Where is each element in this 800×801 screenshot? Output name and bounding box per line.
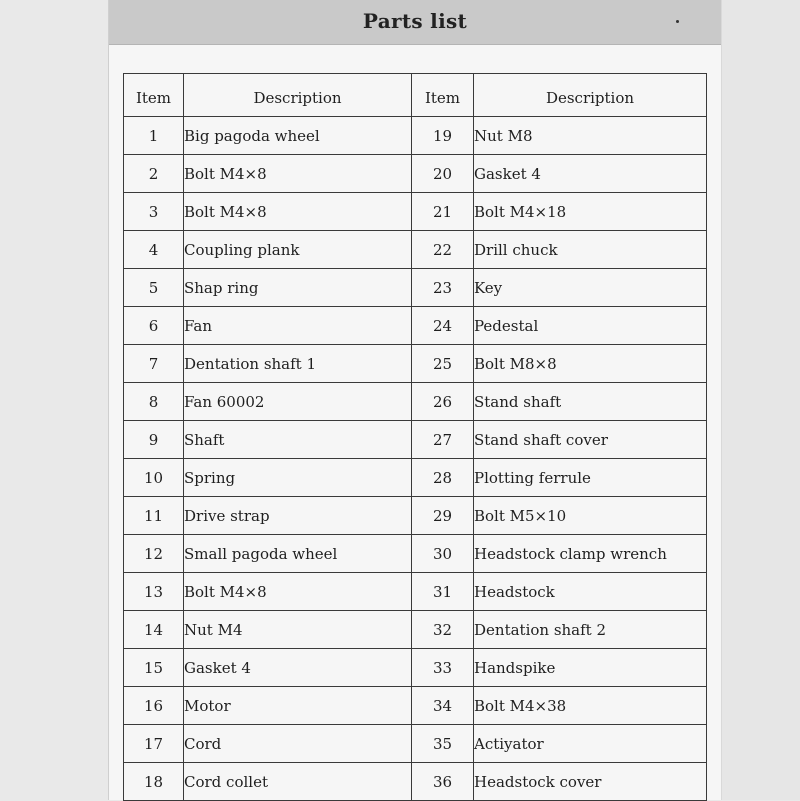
- part-item-number: 7: [124, 345, 184, 383]
- part-description: Bolt M4×8: [184, 193, 412, 231]
- page-title: Parts list: [362, 9, 468, 33]
- part-description: Bolt M4×18: [474, 193, 707, 231]
- part-item-number: 22: [412, 231, 474, 269]
- part-item-number: 21: [412, 193, 474, 231]
- part-description: Spring: [184, 459, 412, 497]
- part-item-number: 10: [124, 459, 184, 497]
- part-item-number: 27: [412, 421, 474, 459]
- part-item-number: 16: [124, 687, 184, 725]
- part-item-number: 1: [124, 117, 184, 155]
- part-item-number: 17: [124, 725, 184, 763]
- part-item-number: 23: [412, 269, 474, 307]
- part-description: Bolt M4×8: [184, 155, 412, 193]
- part-item-number: 15: [124, 649, 184, 687]
- part-item-number: 11: [124, 497, 184, 535]
- title-band: [109, 0, 721, 45]
- part-description: Small pagoda wheel: [184, 535, 412, 573]
- part-description: Nut M4: [184, 611, 412, 649]
- part-item-number: 26: [412, 383, 474, 421]
- part-item-number: 9: [124, 421, 184, 459]
- part-item-number: 36: [412, 763, 474, 801]
- part-item-number: 30: [412, 535, 474, 573]
- parts-table-body: [124, 117, 707, 801]
- part-description: Cord collet: [184, 763, 412, 801]
- table-row: [124, 231, 707, 269]
- table-row: [124, 193, 707, 231]
- table-row: [124, 725, 707, 763]
- table-header-row: [124, 74, 707, 117]
- part-item-number: 31: [412, 573, 474, 611]
- part-description: Headstock clamp wrench: [474, 535, 707, 573]
- part-description: Bolt M4×38: [474, 687, 707, 725]
- part-item-number: 14: [124, 611, 184, 649]
- part-description: Fan 60002: [184, 383, 412, 421]
- header-description-left: Description: [184, 74, 412, 117]
- part-description: Stand shaft cover: [474, 421, 707, 459]
- header-description-right: Description: [474, 74, 707, 117]
- part-item-number: 18: [124, 763, 184, 801]
- part-description: Drive strap: [184, 497, 412, 535]
- part-item-number: 12: [124, 535, 184, 573]
- part-item-number: 6: [124, 307, 184, 345]
- part-description: Pedestal: [474, 307, 707, 345]
- part-description: Headstock cover: [474, 763, 707, 801]
- part-description: Shap ring: [184, 269, 412, 307]
- table-row: [124, 459, 707, 497]
- part-description: Gasket 4: [184, 649, 412, 687]
- part-description: Nut M8: [474, 117, 707, 155]
- parts-table: [123, 73, 707, 801]
- table-row: [124, 649, 707, 687]
- ink-dot: [676, 20, 679, 23]
- part-item-number: 25: [412, 345, 474, 383]
- part-item-number: 32: [412, 611, 474, 649]
- background-surface: [720, 0, 800, 800]
- part-item-number: 13: [124, 573, 184, 611]
- table-row: [124, 611, 707, 649]
- table-row: [124, 345, 707, 383]
- part-item-number: 29: [412, 497, 474, 535]
- part-description: Bolt M4×8: [184, 573, 412, 611]
- part-item-number: 24: [412, 307, 474, 345]
- part-description: Handspike: [474, 649, 707, 687]
- part-description: Headstock: [474, 573, 707, 611]
- part-description: Dentation shaft 1: [184, 345, 412, 383]
- part-description: Actiyator: [474, 725, 707, 763]
- part-description: Bolt M8×8: [474, 345, 707, 383]
- part-description: Cord: [184, 725, 412, 763]
- table-row: [124, 269, 707, 307]
- part-item-number: 8: [124, 383, 184, 421]
- part-item-number: 5: [124, 269, 184, 307]
- table-row: [124, 497, 707, 535]
- part-item-number: 34: [412, 687, 474, 725]
- part-item-number: 3: [124, 193, 184, 231]
- part-item-number: 19: [412, 117, 474, 155]
- document-page: [108, 0, 721, 800]
- part-item-number: 35: [412, 725, 474, 763]
- part-item-number: 20: [412, 155, 474, 193]
- table-row: [124, 687, 707, 725]
- table-row: [124, 155, 707, 193]
- table-row: [124, 383, 707, 421]
- part-description: Drill chuck: [474, 231, 707, 269]
- part-item-number: 4: [124, 231, 184, 269]
- part-description: Fan: [184, 307, 412, 345]
- table-row: [124, 421, 707, 459]
- part-item-number: 33: [412, 649, 474, 687]
- part-item-number: 28: [412, 459, 474, 497]
- table-row: [124, 763, 707, 801]
- part-description: Big pagoda wheel: [184, 117, 412, 155]
- part-description: Plotting ferrule: [474, 459, 707, 497]
- part-item-number: 2: [124, 155, 184, 193]
- part-description: Key: [474, 269, 707, 307]
- part-description: Motor: [184, 687, 412, 725]
- table-row: [124, 117, 707, 155]
- part-description: Dentation shaft 2: [474, 611, 707, 649]
- header-item-right: Item: [412, 74, 474, 117]
- table-row: [124, 535, 707, 573]
- table-row: [124, 307, 707, 345]
- part-description: Stand shaft: [474, 383, 707, 421]
- table-row: [124, 573, 707, 611]
- part-description: Coupling plank: [184, 231, 412, 269]
- part-description: Gasket 4: [474, 155, 707, 193]
- part-description: Shaft: [184, 421, 412, 459]
- header-item-left: Item: [124, 74, 184, 117]
- part-description: Bolt M5×10: [474, 497, 707, 535]
